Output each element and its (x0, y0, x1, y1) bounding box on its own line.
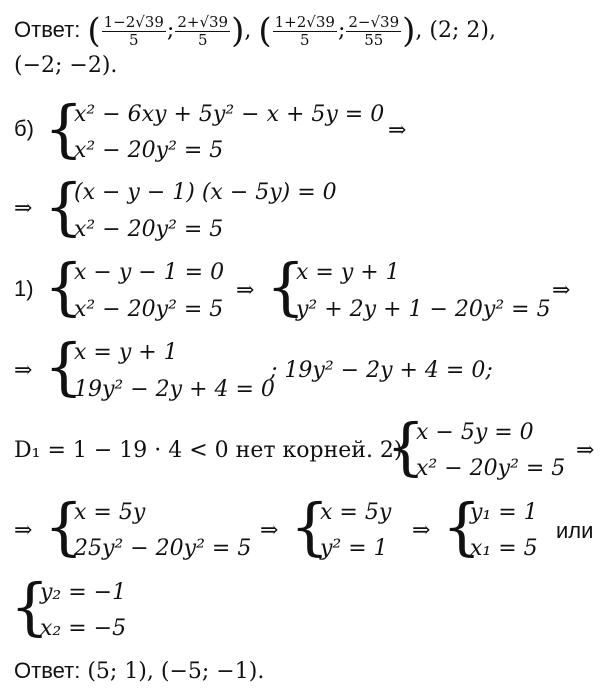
answer-line-1: Ответ: ( $\frac{1-2√39}{5}$ ; $\frac{2+√39}{5}$ ), ( $\frac{1+2√39}{5}$ ; $\frac{2-√39}{55}$ ), (2; 2), (14, 11, 496, 51)
system-brace: { (290, 490, 330, 563)
implies-arrow: ⇒ (236, 278, 255, 303)
equation: x² − 20y² = 5 (74, 297, 224, 322)
equation: x = y + 1 (74, 340, 178, 365)
implies-arrow: ⇒ (412, 518, 431, 543)
equation: x − y − 1 = 0 (74, 260, 225, 285)
equation: y² = 1 (320, 536, 388, 561)
system-brace: { (44, 92, 84, 165)
equation: x₁ = 5 (470, 536, 538, 561)
implies-arrow: ⇒ (576, 438, 595, 463)
system-brace: { (386, 410, 426, 483)
case-label: 1) (14, 276, 34, 301)
system-brace: { (44, 330, 84, 403)
system-brace: { (266, 250, 306, 323)
answer-line-2 (14, 660, 264, 683)
equation: 19y² − 2y + 4 = 0 (74, 377, 275, 402)
fraction: $\frac{2-√39}{55}$ (348, 12, 400, 49)
implies-arrow: ⇒ (388, 118, 407, 143)
equation: y₁ = 1 (470, 500, 538, 525)
equation: 25y² − 20y² = 5 (74, 536, 252, 561)
answer-label: Ответ: (14, 658, 81, 683)
answer-label: Ответ: (14, 17, 81, 42)
implies-arrow: ⇒ (14, 358, 33, 383)
equation: x₂ = −5 (40, 616, 127, 641)
equation: ; 19y² − 2y + 4 = 0; (270, 358, 493, 383)
equation: x² − 20y² = 5 (416, 456, 566, 481)
equation: x² − 20y² = 5 (74, 217, 224, 242)
system-brace: { (10, 570, 50, 643)
part-b-label: б) (14, 116, 34, 141)
system-brace: { (44, 250, 84, 323)
equation: x = 5y (320, 500, 392, 525)
equation: (x − y − 1) (x − 5y) = 0 (74, 180, 337, 205)
fraction: $\frac{1-2√39}{5}$ (103, 12, 164, 49)
equation: x² − 6xy + 5y² − x + 5y = 0 (74, 102, 385, 127)
answer-line-1-cont: (−2; −2). (14, 53, 118, 78)
equation: x = y + 1 (296, 260, 400, 285)
or-label: или (556, 518, 594, 543)
equation: x − 5y = 0 (416, 420, 534, 445)
answer-pair: (2; 2), (429, 18, 496, 43)
fraction: $\frac{2+√39}{5}$ (177, 12, 229, 49)
fraction: $\frac{1+2√39}{5}$ (274, 12, 335, 49)
implies-arrow: ⇒ (260, 518, 279, 543)
implies-arrow: ⇒ (14, 518, 33, 543)
implies-arrow: ⇒ (14, 196, 33, 221)
implies-arrow: ⇒ (552, 278, 571, 303)
system-brace: { (44, 170, 84, 243)
equation: x = 5y (74, 500, 146, 525)
discriminant-text: D₁ = 1 − 19 · 4 < 0 нет корней. 2) (14, 438, 403, 463)
system-brace: { (44, 490, 84, 563)
system-brace: { (442, 490, 482, 563)
equation: y² + 2y + 1 − 20y² = 5 (296, 297, 551, 322)
answer-values: (5; 1), (−5; −1). (87, 659, 265, 684)
equation: x² − 20y² = 5 (74, 138, 224, 163)
equation: y₂ = −1 (40, 580, 127, 605)
